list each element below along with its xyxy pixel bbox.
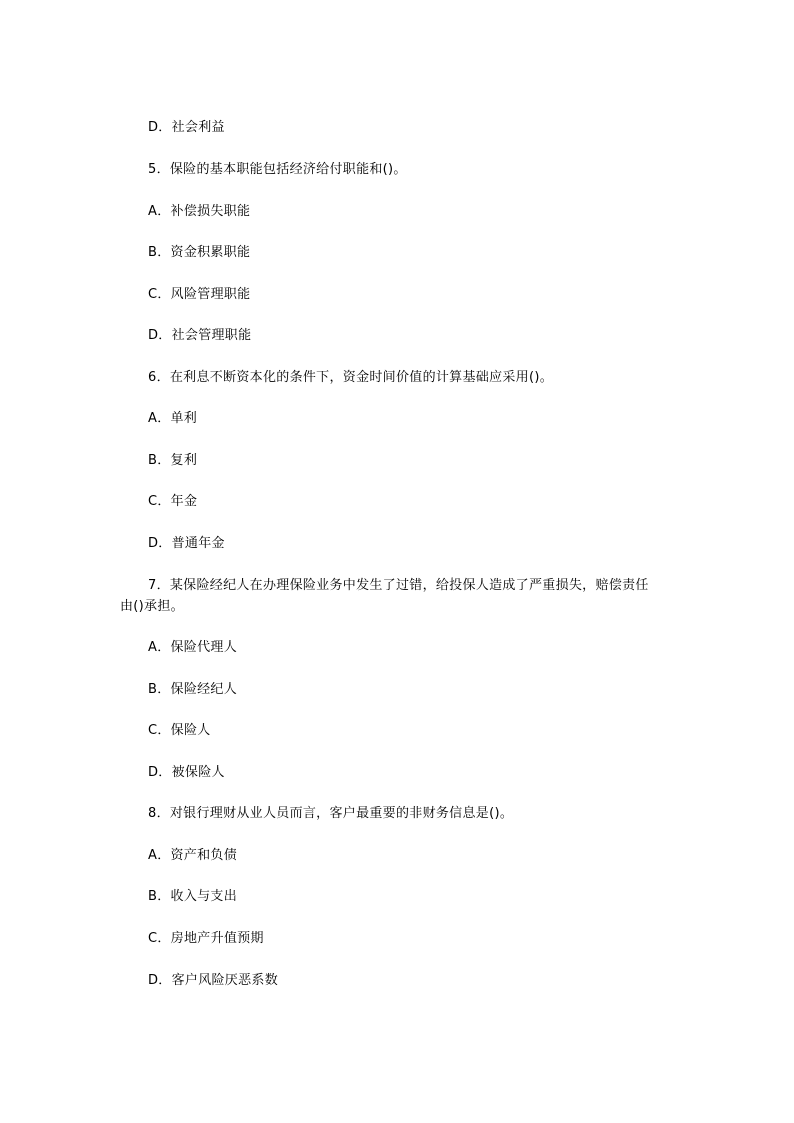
option-5-c: C．风险管理职能 [148, 287, 251, 302]
question-6: 6．在利息不断资本化的条件下，资金时间价值的计算基础应采用()。 [148, 370, 554, 385]
option-7-a: A．保险代理人 [148, 640, 237, 655]
option-6-b: B．复利 [148, 453, 198, 468]
option-6-a: A．单利 [148, 411, 198, 426]
option-4-d: D．社会利益 [148, 120, 225, 135]
question-7-line-1: 7．某保险经纪人在办理保险业务中发生了过错，给投保人造成了严重损失，赔偿责任 [148, 578, 649, 593]
option-7-d: D．被保险人 [148, 765, 225, 780]
option-5-d: D．社会管理职能 [148, 328, 252, 343]
option-8-b: B．收入与支出 [148, 889, 238, 904]
option-6-c: C．年金 [148, 494, 198, 509]
option-7-c: C．保险人 [148, 723, 211, 738]
option-8-c: C．房地产升值预期 [148, 931, 264, 946]
option-7-b: B．保险经纪人 [148, 682, 238, 697]
option-8-a: A．资产和负债 [148, 848, 237, 863]
option-5-b: B．资金积累职能 [148, 245, 251, 260]
question-8: 8．对银行理财从业人员而言，客户最重要的非财务信息是()。 [148, 806, 514, 821]
question-5: 5．保险的基本职能包括经济给付职能和()。 [148, 162, 407, 177]
option-5-a: A．补偿损失职能 [148, 204, 251, 219]
question-7-line-2: 由()承担。 [120, 599, 184, 614]
option-8-d: D．客户风险厌恶系数 [148, 973, 279, 988]
option-6-d: D．普通年金 [148, 536, 225, 551]
